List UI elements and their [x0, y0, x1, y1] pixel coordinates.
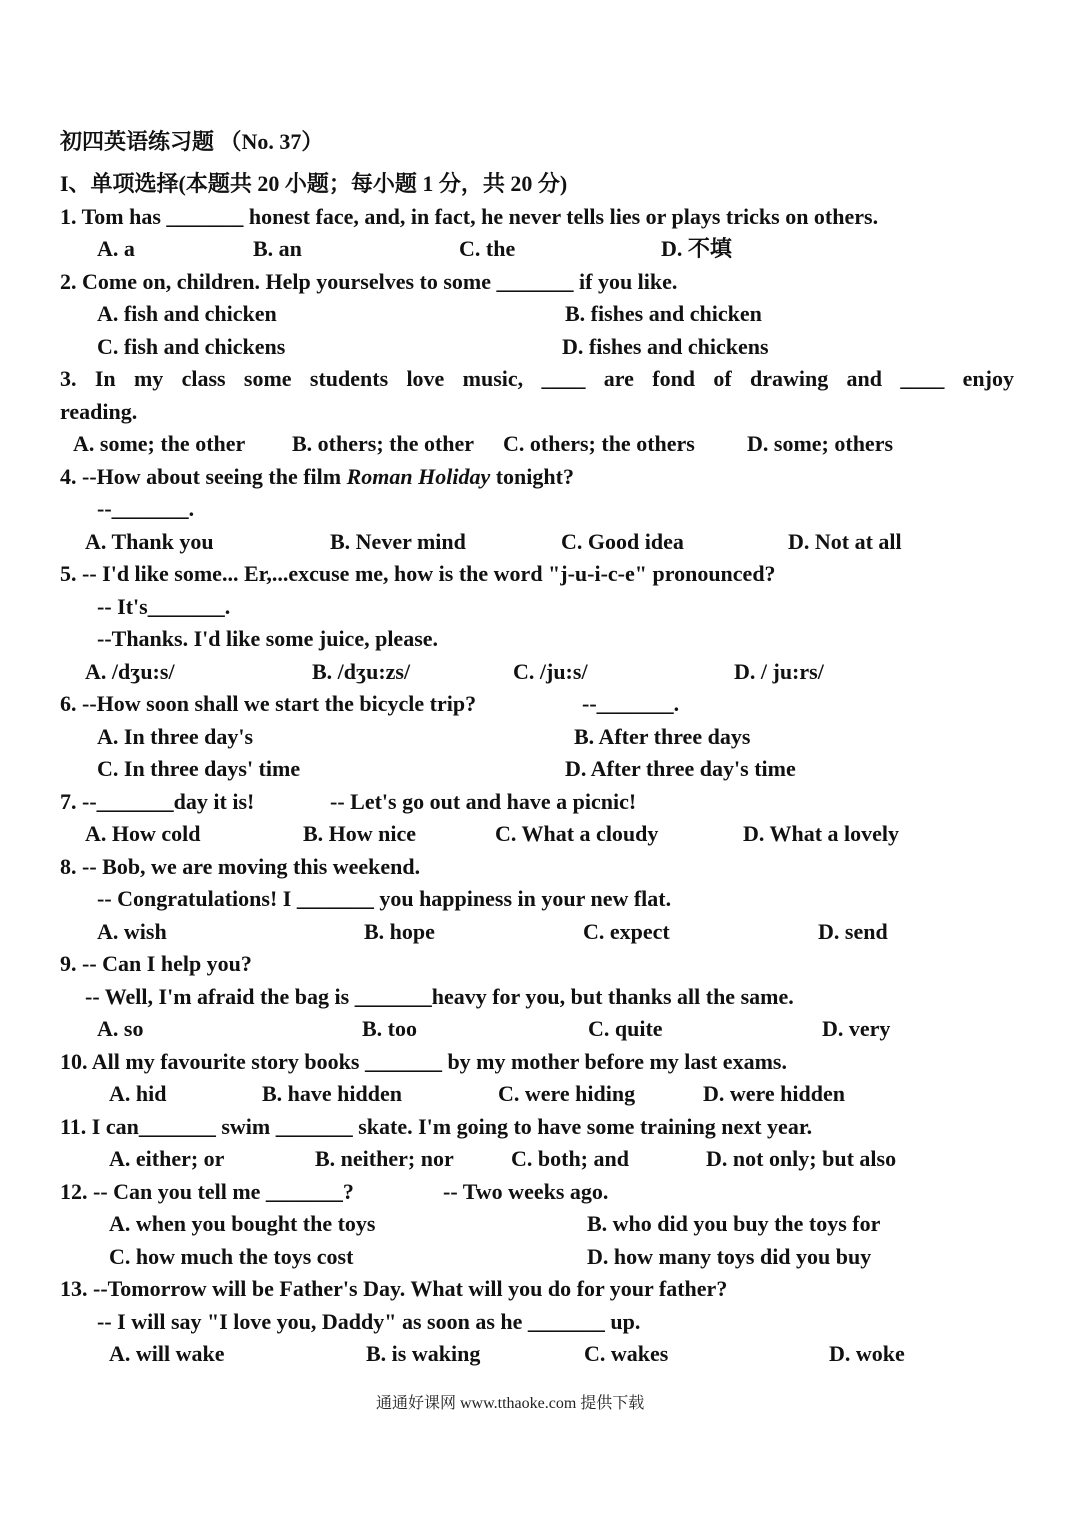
option: A. when you bought the toys — [109, 1211, 376, 1236]
option: D. very — [822, 1016, 891, 1041]
option: B. others; the other — [292, 431, 475, 456]
option: B. is waking — [366, 1341, 481, 1366]
stem-part: tonight? — [490, 464, 574, 489]
section-heading: I、单项选择(本题共 20 小题；每小题 1 分，共 20 分) — [60, 171, 568, 196]
option: A. Thank you — [85, 529, 214, 554]
film-title: Roman Holiday — [346, 464, 491, 489]
reply-line: --_______. — [97, 496, 195, 521]
option: A. so — [97, 1016, 144, 1041]
option: D. Not at all — [788, 529, 902, 554]
option: A. /dʒu:s/ — [85, 659, 175, 684]
option: D. how many toys did you buy — [587, 1244, 872, 1269]
reply-line: -- Let's go out and have a picnic! — [330, 789, 637, 814]
option: A. fish and chicken — [97, 301, 277, 326]
option: A. hid — [109, 1081, 167, 1106]
question-stem: 6. --How soon shall we start the bicycle trip? — [60, 691, 477, 716]
option: C. /ju:s/ — [513, 659, 588, 684]
option: C. fish and chickens — [97, 334, 286, 359]
option: C. Good idea — [561, 529, 684, 554]
question-stem: 8. -- Bob, we are moving this weekend. — [60, 854, 421, 879]
option: D. / ju:rs/ — [734, 659, 824, 684]
question-stem: 2. Come on, children. Help yourselves to some _______ if you like. — [60, 269, 678, 294]
option: D. were hidden — [703, 1081, 845, 1106]
option: D. not only; but also — [706, 1146, 897, 1171]
question-stem: 13. --Tomorrow will be Father's Day. What will you do for your father? — [60, 1276, 728, 1301]
option: C. expect — [583, 919, 670, 944]
question-stem: 9. -- Can I help you? — [60, 951, 252, 976]
reply-line: --Thanks. I'd like some juice, please. — [97, 626, 439, 651]
reply-line: -- It's_______. — [97, 594, 231, 619]
question-stem: 12. -- Can you tell me _______? — [60, 1179, 354, 1204]
question-stem: 7. --_______day it is! — [60, 789, 255, 814]
option: B. neither; nor — [315, 1146, 454, 1171]
question-stem: 11. I can_______ swim _______ skate. I'm going to have some training next year. — [60, 1114, 813, 1139]
option: C. how much the toys cost — [109, 1244, 354, 1269]
question-stem-continued: reading. — [60, 399, 138, 424]
option: B. /dʒu:zs/ — [312, 659, 411, 684]
option: B. Never mind — [330, 529, 466, 554]
reply-line: -- Well, I'm afraid the bag is _______heavy for you, but thanks all the same. — [85, 984, 794, 1009]
option: C. both; and — [511, 1146, 629, 1171]
option: A. will wake — [109, 1341, 225, 1366]
option: B. hope — [364, 919, 435, 944]
option: A. How cold — [85, 821, 201, 846]
option: A. a — [97, 236, 135, 261]
option: A. wish — [97, 919, 167, 944]
reply-line: -- Two weeks ago. — [443, 1179, 609, 1204]
option: C. What a cloudy — [495, 821, 659, 846]
question-stem — [60, 461, 574, 493]
option: D. 不填 — [661, 236, 732, 261]
option: D. woke — [829, 1341, 905, 1366]
option: B. fishes and chicken — [565, 301, 762, 326]
question-stem: 1. Tom has _______ honest face, and, in fact, he never tells lies or plays tricks on others. — [60, 204, 879, 229]
question-stem: 5. -- I'd like some... Er,...excuse me, how is the word "j-u-i-c-e" pronounced? — [60, 561, 776, 586]
reply-line: -- I will say "I love you, Daddy" as soon as he _______ up. — [97, 1309, 641, 1334]
option: C. the — [459, 236, 516, 261]
option: D. fishes and chickens — [562, 334, 769, 359]
reply-line: -- Congratulations! I _______ you happiness in your new flat. — [97, 886, 672, 911]
option: B. too — [362, 1016, 417, 1041]
option: A. In three day's — [97, 724, 254, 749]
option: C. In three days' time — [97, 756, 301, 781]
option: B. After three days — [574, 724, 751, 749]
option: D. After three day's time — [565, 756, 796, 781]
question-stem: 3. In my class some students love music, ____ are fond of drawing and ____ enjoy — [60, 366, 1014, 391]
page-footer: 通通好课网 www.tthaoke.com 提供下载 — [376, 1395, 645, 1412]
option: C. quite — [588, 1016, 663, 1041]
option: A. either; or — [109, 1146, 225, 1171]
option: C. others; the others — [503, 431, 695, 456]
reply-line: --_______. — [582, 691, 680, 716]
stem-part: 4. --How about seeing the film — [60, 464, 347, 489]
option: A. some; the other — [73, 431, 246, 456]
question-stem: 10. All my favourite story books _______ by my mother before my last exams. — [60, 1049, 787, 1074]
option: D. What a lovely — [743, 821, 900, 846]
option: B. an — [253, 236, 302, 261]
option: D. send — [818, 919, 888, 944]
page-title: 初四英语练习题 （No. 37） — [60, 129, 324, 154]
option: C. wakes — [584, 1341, 669, 1366]
option: B. How nice — [303, 821, 417, 846]
option: B. who did you buy the toys for — [587, 1211, 881, 1236]
option: B. have hidden — [262, 1081, 402, 1106]
option: D. some; others — [747, 431, 894, 456]
option: C. were hiding — [498, 1081, 636, 1106]
